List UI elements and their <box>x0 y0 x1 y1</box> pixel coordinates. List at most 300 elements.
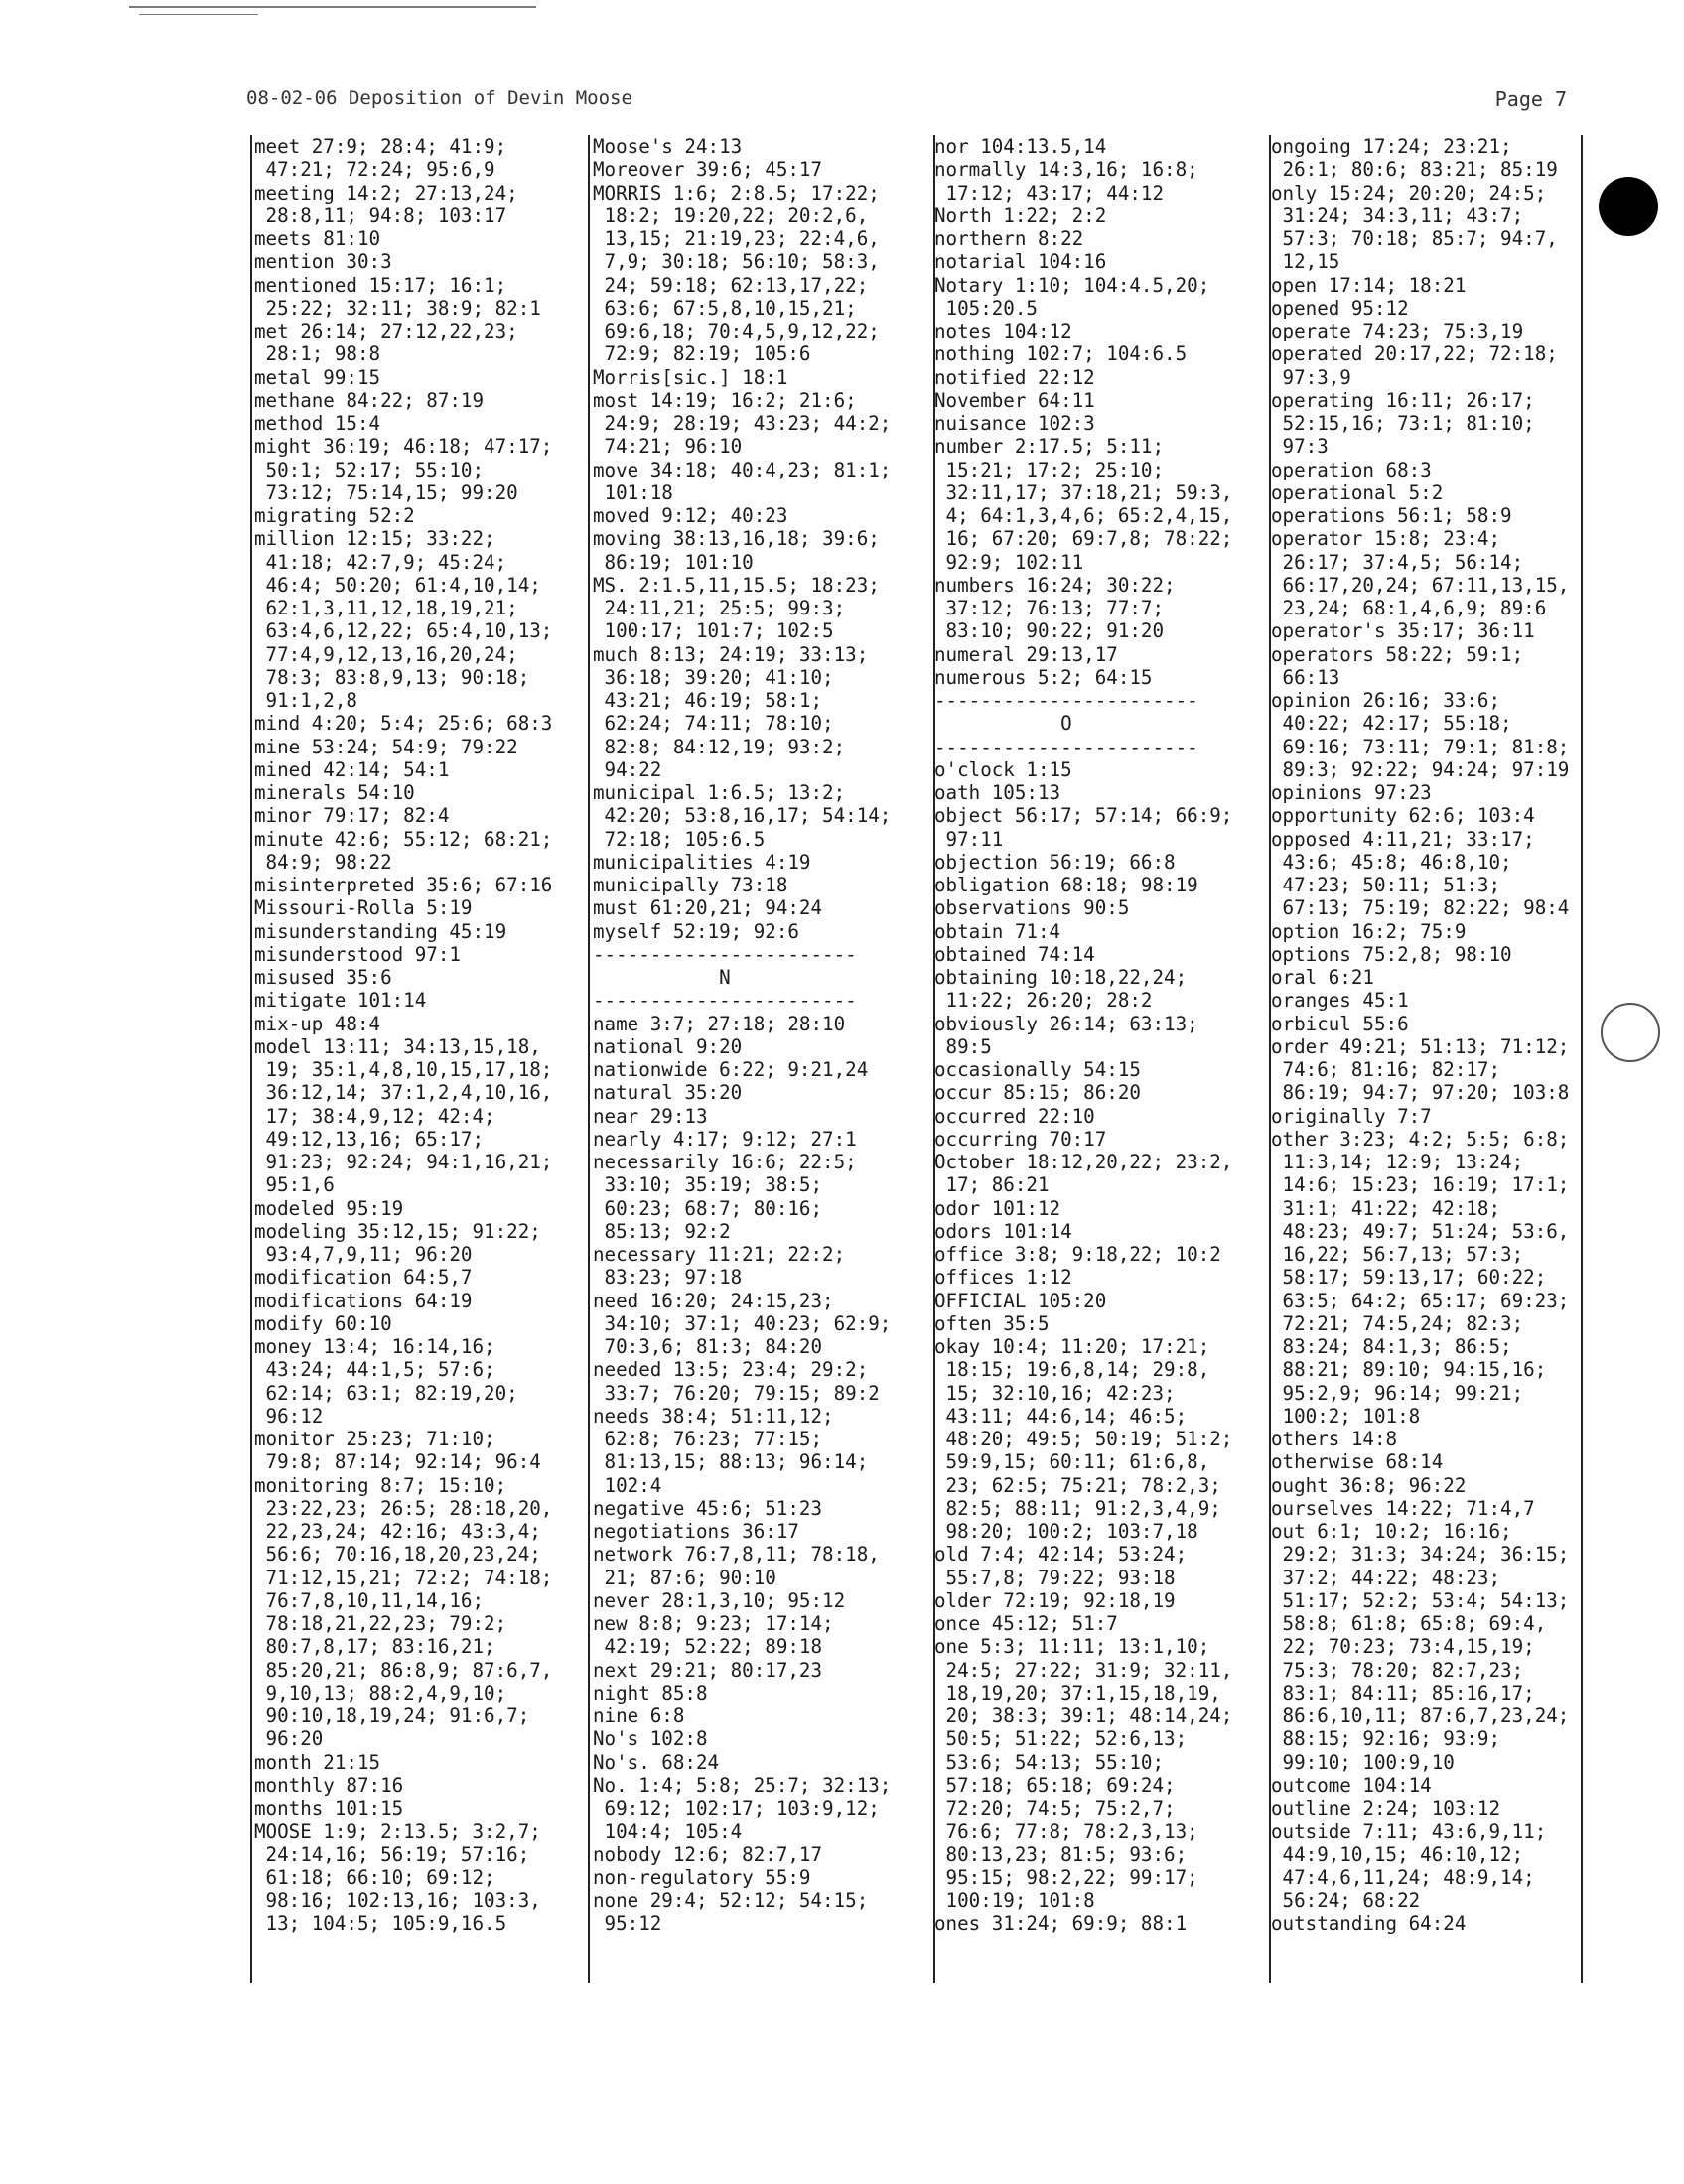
index-entry-line: negative 45:6; 51:23 <box>593 1496 823 1520</box>
index-entry-line: 33:7; 76:20; 79:15; 89:2 <box>593 1381 880 1405</box>
index-entry-line: occurring 70:17 <box>934 1127 1107 1151</box>
index-entry-line: 69:6,18; 70:4,5,9,12,22; <box>593 320 880 342</box>
index-entry-line: 74:21; 96:10 <box>593 435 743 459</box>
index-entry-line: 15; 32:10,16; 42:23; <box>934 1381 1176 1405</box>
index-entry-line: ----------------------- <box>593 942 857 966</box>
index-entry-line: 51:17; 52:2; 53:4; 54:13; <box>1271 1588 1570 1612</box>
index-entry-line: 24; 59:18; 62:13,17,22; <box>593 273 869 297</box>
index-entry-line: necessary 11:21; 22:2; <box>593 1243 846 1266</box>
index-entry-line: 37:12; 76:13; 77:7; <box>934 597 1165 619</box>
index-entry-line: night 85:8 <box>593 1681 708 1705</box>
index-entry-line: municipal 1:6.5; 13:2; <box>593 781 846 804</box>
index-entry-line: 17; 86:21 <box>934 1173 1050 1197</box>
index-entry-line: next 29:21; 80:17,23 <box>593 1658 823 1682</box>
index-entry-line: 83:10; 90:22; 91:20 <box>934 619 1165 643</box>
index-entry-line: 72:21; 74:5,24; 82:3; <box>1271 1311 1524 1335</box>
index-entry-line: 17:12; 43:17; 44:12 <box>934 181 1165 205</box>
index-entry-line: MOOSE 1:9; 2:13.5; 3:2,7; <box>254 1820 541 1843</box>
punch-hole <box>1601 1003 1660 1062</box>
index-entry-line: 95:1,6 <box>254 1173 335 1197</box>
index-entry-line: 17; 38:4,9,12; 42:4; <box>254 1104 495 1128</box>
index-entry-line: 44:9,10,15; 46:10,12; <box>1271 1843 1524 1866</box>
index-entry-line: negotiations 36:17 <box>593 1520 799 1543</box>
punch-hole <box>1599 177 1658 236</box>
index-entry-line: 98:20; 100:2; 103:7,18 <box>934 1520 1198 1543</box>
index-entry-line: necessarily 16:6; 22:5; <box>593 1151 857 1173</box>
index-entry-line: outline 2:24; 103:12 <box>1271 1797 1501 1820</box>
index-entry-line: nearly 4:17; 9:12; 27:1 <box>593 1127 857 1151</box>
index-entry-line: migrating 52:2 <box>254 504 415 527</box>
index-entry-line: ongoing 17:24; 23:21; <box>1271 135 1512 158</box>
index-entry-line: 96:20 <box>254 1727 324 1751</box>
index-entry-line: modifications 64:19 <box>254 1289 473 1312</box>
index-entry-line: modeled 95:19 <box>254 1196 404 1220</box>
index-entry-line: notes 104:12 <box>934 320 1072 342</box>
index-entry-line: options 75:2,8; 98:10 <box>1271 942 1512 966</box>
index-entry-line: much 8:13; 24:19; 33:13; <box>593 642 869 666</box>
index-entry-line: operate 74:23; 75:3,19 <box>1271 320 1524 342</box>
index-entry-line: might 36:19; 46:18; 47:17; <box>254 435 553 459</box>
index-entry-line: 86:19; 101:10 <box>593 550 754 574</box>
index-entry-line: 23:22,23; 26:5; 28:18,20, <box>254 1496 553 1520</box>
index-entry-line: 26:17; 37:4,5; 56:14; <box>1271 550 1524 574</box>
index-entry-line: office 3:8; 9:18,22; 10:2 <box>934 1243 1221 1266</box>
index-entry-line: 4; 64:1,3,4,6; 65:2,4,15, <box>934 504 1233 527</box>
index-entry-line: operational 5:2 <box>1271 480 1444 504</box>
index-entry-line: 75:3; 78:20; 82:7,23; <box>1271 1658 1524 1682</box>
index-entry-line: October 18:12,20,22; 23:2, <box>934 1151 1233 1173</box>
index-entry-line: notarial 104:16 <box>934 250 1107 274</box>
index-entry-line: 22,23,24; 42:16; 43:3,4; <box>254 1520 541 1543</box>
index-entry-line: move 34:18; 40:4,23; 81:1; <box>593 458 892 481</box>
column-rule <box>588 135 590 1983</box>
index-entry-line: 11:3,14; 12:9; 13:24; <box>1271 1151 1524 1173</box>
index-entry-line: obtained 74:14 <box>934 942 1095 966</box>
index-entry-line: 84:9; 98:22 <box>254 850 392 874</box>
index-entry-line: normally 14:3,16; 16:8; <box>934 158 1198 182</box>
index-entry-line: No. 1:4; 5:8; 25:7; 32:13; <box>593 1773 892 1797</box>
index-entry-line: nobody 12:6; 82:7,17 <box>593 1843 823 1866</box>
index-entry-line: method 15:4 <box>254 412 381 435</box>
index-entry-line: obligation 68:18; 98:19 <box>934 874 1198 896</box>
index-entry-line: 23,24; 68:1,4,6,9; 89:6 <box>1271 597 1547 619</box>
index-column-2 <box>593 135 909 1983</box>
index-entry-line: Moose's 24:13 <box>593 135 743 158</box>
index-entry-line: misused 35:6 <box>254 966 392 989</box>
index-entry-line: older 72:19; 92:18,19 <box>934 1588 1176 1612</box>
index-entry-line: 86:6,10,11; 87:6,7,23,24; <box>1271 1705 1570 1727</box>
index-entry-line: outside 7:11; 43:6,9,11; <box>1271 1820 1547 1843</box>
index-entry-line: once 45:12; 51:7 <box>934 1612 1118 1635</box>
index-entry-line: 57:18; 65:18; 69:24; <box>934 1773 1176 1797</box>
index-entry-line: 94:22 <box>593 757 662 781</box>
index-entry-line: must 61:20,21; 94:24 <box>593 896 823 920</box>
index-entry-line: minerals 54:10 <box>254 781 415 804</box>
index-entry-line: numeral 29:13,17 <box>934 642 1118 666</box>
index-entry-line: 72:9; 82:19; 105:6 <box>593 342 811 366</box>
index-entry-line: mentioned 15:17; 16:1; <box>254 273 507 297</box>
index-entry-line: occur 85:15; 86:20 <box>934 1081 1141 1105</box>
index-entry-line: outstanding 64:24 <box>1271 1912 1467 1936</box>
index-entry-line: 92:9; 102:11 <box>934 550 1084 574</box>
index-entry-line: No's. 68:24 <box>593 1750 720 1774</box>
index-entry-line: 11:22; 26:20; 28:2 <box>934 989 1153 1013</box>
index-entry-line: myself 52:19; 92:6 <box>593 919 799 943</box>
index-entry-line: near 29:13 <box>593 1104 708 1128</box>
index-entry-line: 63:6; 67:5,8,10,15,21; <box>593 296 857 320</box>
index-entry-line: 81:13,15; 88:13; 96:14; <box>593 1450 869 1474</box>
index-entry-line: ourselves 14:22; 71:4,7 <box>1271 1496 1535 1520</box>
index-entry-line: 16,22; 56:7,13; 57:3; <box>1271 1243 1524 1266</box>
index-entry-line: oath 105:13 <box>934 781 1061 804</box>
index-entry-line: none 29:4; 52:12; 54:15; <box>593 1889 869 1912</box>
index-entry-line: operator 15:8; 23:4; <box>1271 527 1501 551</box>
index-entry-line: 12,15 <box>1271 250 1340 274</box>
index-entry-line: 78:3; 83:8,9,13; 90:18; <box>254 665 530 689</box>
index-entry-line: 42:20; 53:8,16,17; 54:14; <box>593 804 892 828</box>
index-entry-line: 40:22; 42:17; 55:18; <box>1271 712 1512 736</box>
index-entry-line: MORRIS 1:6; 2:8.5; 17:22; <box>593 181 880 205</box>
column-rule <box>250 135 252 1983</box>
deposition-title: 08-02-06 Deposition of Devin Moose <box>246 87 632 109</box>
index-entry-line: 100:17; 101:7; 102:5 <box>593 619 834 643</box>
index-entry-line: oral 6:21 <box>1271 966 1374 989</box>
index-entry-line: order 49:21; 51:13; 71:12; <box>1271 1034 1570 1058</box>
index-entry-line: 80:7,8,17; 83:16,21; <box>254 1635 495 1659</box>
index-entry-line: 104:4; 105:4 <box>593 1820 743 1843</box>
index-entry-line: ----------------------- <box>934 689 1198 712</box>
index-entry-line: offices 1:12 <box>934 1266 1072 1290</box>
index-entry-line: 72:18; 105:6.5 <box>593 827 766 851</box>
index-entry-line: 41:18; 42:7,9; 45:24; <box>254 550 507 574</box>
index-entry-line: northern 8:22 <box>934 227 1084 250</box>
index-entry-line: mined 42:14; 54:1 <box>254 757 450 781</box>
index-entry-line: numbers 16:24; 30:22; <box>934 573 1176 597</box>
index-entry-line: obtain 71:4 <box>934 919 1061 943</box>
index-entry-line: 48:20; 49:5; 50:19; 51:2; <box>934 1428 1233 1450</box>
index-entry-line: 9,10,13; 88:2,4,9,10; <box>254 1681 507 1705</box>
index-entry-line: 26:1; 80:6; 83:21; 85:19 <box>1271 158 1558 182</box>
index-entry-line: opinions 97:23 <box>1271 781 1432 804</box>
index-entry-line: 95:2,9; 96:14; 99:21; <box>1271 1381 1524 1405</box>
index-entry-line: metal 99:15 <box>254 365 381 389</box>
page-header <box>246 87 1577 117</box>
index-entry-line: 37:2; 44:22; 48:23; <box>1271 1566 1501 1589</box>
index-entry-line: opened 95:12 <box>1271 296 1409 320</box>
index-entry-line: operated 20:17,22; 72:18; <box>1271 342 1558 366</box>
index-entry-line: 88:15; 92:16; 93:9; <box>1271 1727 1501 1751</box>
index-entry-line: nor 104:13.5,14 <box>934 135 1107 158</box>
index-entry-line: mitigate 101:14 <box>254 989 427 1013</box>
index-entry-line: others 14:8 <box>1271 1428 1398 1450</box>
index-entry-line: operating 16:11; 26:17; <box>1271 388 1535 412</box>
index-entry-line: 79:8; 87:14; 92:14; 96:4 <box>254 1450 541 1474</box>
index-entry-line: 47:23; 50:11; 51:3; <box>1271 874 1501 896</box>
index-entry-line: out 6:1; 10:2; 16:16; <box>1271 1520 1512 1543</box>
index-entry-line: often 35:5 <box>934 1311 1050 1335</box>
index-entry-line: meeting 14:2; 27:13,24; <box>254 181 518 205</box>
index-entry-line: MS. 2:1.5,11,15.5; 18:23; <box>593 573 880 597</box>
scan-artifact-line <box>129 6 536 8</box>
index-entry-line: 72:20; 74:5; 75:2,7; <box>934 1797 1176 1820</box>
index-entry-line: 97:3,9 <box>1271 365 1351 389</box>
index-entry-line: 89:5 <box>934 1034 992 1058</box>
index-entry-line: monthly 87:16 <box>254 1773 404 1797</box>
index-entry-line: 58:17; 59:13,17; 60:22; <box>1271 1266 1547 1290</box>
index-entry-line: obviously 26:14; 63:13; <box>934 1012 1198 1035</box>
index-entry-line: 95:15; 98:2,22; 99:17; <box>934 1865 1198 1889</box>
index-entry-line: months 101:15 <box>254 1797 404 1820</box>
index-entry-line: 43:6; 45:8; 46:8,10; <box>1271 850 1512 874</box>
index-entry-line: natural 35:20 <box>593 1081 743 1105</box>
index-entry-line: monitoring 8:7; 15:10; <box>254 1473 507 1497</box>
index-entry-line: occurred 22:10 <box>934 1104 1095 1128</box>
index-entry-line: 50:5; 51:22; 52:6,13; <box>934 1727 1188 1751</box>
index-entry-line: 19; 35:1,4,8,10,15,17,18; <box>254 1058 553 1081</box>
index-entry-line: 28:8,11; 94:8; 103:17 <box>254 204 507 227</box>
index-entry-line: 99:10; 100:9,10 <box>1271 1750 1455 1774</box>
index-entry-line: 76:6; 77:8; 78:2,3,13; <box>934 1820 1198 1843</box>
index-entry-line: operation 68:3 <box>1271 458 1432 481</box>
index-entry-line: OFFICIAL 105:20 <box>934 1289 1107 1312</box>
index-entry-line: model 13:11; 34:13,15,18, <box>254 1034 541 1058</box>
index-entry-line: misinterpreted 35:6; 67:16 <box>254 874 553 896</box>
index-entry-line: ----------------------- <box>934 735 1198 758</box>
index-entry-line: 98:16; 102:13,16; 103:3, <box>254 1889 541 1912</box>
index-entry-line: November 64:11 <box>934 388 1095 412</box>
index-entry-line: 61:18; 66:10; 69:12; <box>254 1865 495 1889</box>
index-entry-line: moved 9:12; 40:23 <box>593 504 788 527</box>
index-entry-line: 70:3,6; 81:3; 84:20 <box>593 1335 823 1358</box>
index-entry-line: million 12:15; 33:22; <box>254 527 495 551</box>
index-entry-line: old 7:4; 42:14; 53:24; <box>934 1543 1188 1567</box>
index-entry-line: notified 22:12 <box>934 365 1095 389</box>
index-entry-line: 91:1,2,8 <box>254 689 357 712</box>
index-entry-line: new 8:8; 9:23; 17:14; <box>593 1612 834 1635</box>
index-entry-line: odors 101:14 <box>934 1219 1072 1243</box>
index-entry-line: 80:13,23; 81:5; 93:6; <box>934 1843 1188 1866</box>
index-entry-line: moving 38:13,16,18; 39:6; <box>593 527 880 551</box>
index-entry-line: 24:5; 27:22; 31:9; 32:11, <box>934 1658 1233 1682</box>
index-entry-line: needs 38:4; 51:11,12; <box>593 1404 834 1428</box>
index-entry-line: 22; 70:23; 73:4,15,19; <box>1271 1635 1535 1659</box>
index-entry-line: monitor 25:23; 71:10; <box>254 1428 495 1450</box>
index-entry-line: minute 42:6; 55:12; 68:21; <box>254 827 553 851</box>
index-entry-line: 95:12 <box>593 1912 662 1936</box>
index-entry-line: 91:23; 92:24; 94:1,16,21; <box>254 1151 553 1173</box>
index-entry-line: nine 6:8 <box>593 1705 685 1727</box>
index-entry-line: nothing 102:7; 104:6.5 <box>934 342 1188 366</box>
index-entry-line: ones 31:24; 69:9; 88:1 <box>934 1912 1188 1936</box>
index-entry-line: 18,19,20; 37:1,15,18,19, <box>934 1681 1221 1705</box>
index-entry-line: 101:18 <box>593 480 673 504</box>
index-entry-line: mind 4:20; 5:4; 25:6; 68:3 <box>254 712 553 736</box>
index-entry-line: 58:8; 61:8; 65:8; 69:4, <box>1271 1612 1547 1635</box>
index-entry-line: 34:10; 37:1; 40:23; 62:9; <box>593 1311 892 1335</box>
index-entry-line: Moreover 39:6; 45:17 <box>593 158 823 182</box>
index-entry-line: 100:19; 101:8 <box>934 1889 1095 1912</box>
index-entry-line: North 1:22; 2:2 <box>934 204 1107 227</box>
index-entry-line: modify 60:10 <box>254 1311 392 1335</box>
index-entry-line: 60:23; 68:7; 80:16; <box>593 1196 823 1220</box>
index-entry-line: 63:5; 64:2; 65:17; 69:23; <box>1271 1289 1570 1312</box>
index-entry-line: need 16:20; 24:15,23; <box>593 1289 834 1312</box>
index-entry-line: 21; 87:6; 90:10 <box>593 1566 776 1589</box>
index-entry-line: 93:4,7,9,11; 96:20 <box>254 1243 473 1266</box>
index-entry-line: okay 10:4; 11:20; 17:21; <box>934 1335 1210 1358</box>
index-entry-line: 24:9; 28:19; 43:23; 44:2; <box>593 412 892 435</box>
index-entry-line: 105:20.5 <box>934 296 1038 320</box>
index-entry-line: 36:12,14; 37:1,2,4,10,16, <box>254 1081 553 1105</box>
index-entry-line: object 56:17; 57:14; 66:9; <box>934 804 1233 828</box>
index-entry-line: 97:11 <box>934 827 1004 851</box>
index-entry-line: 77:4,9,12,13,16,20,24; <box>254 642 518 666</box>
index-entry-line: 29:2; 31:3; 34:24; 36:15; <box>1271 1543 1570 1567</box>
index-entry-line: 31:1; 41:22; 42:18; <box>1271 1196 1501 1220</box>
index-entry-line: 88:21; 89:10; 94:15,16; <box>1271 1358 1547 1382</box>
index-entry-line: oranges 45:1 <box>1271 989 1409 1013</box>
index-entry-line: Notary 1:10; 104:4.5,20; <box>934 273 1210 297</box>
index-entry-line: mine 53:24; 54:9; 79:22 <box>254 735 518 758</box>
index-entry-line: option 16:2; 75:9 <box>1271 919 1467 943</box>
index-entry-line: 7,9; 30:18; 56:10; 58:3, <box>593 250 880 274</box>
index-entry-line: met 26:14; 27:12,22,23; <box>254 320 518 342</box>
index-entry-line: mention 30:3 <box>254 250 392 274</box>
index-entry-line: meet 27:9; 28:4; 41:9; <box>254 135 507 158</box>
index-entry-line: 66:13 <box>1271 665 1340 689</box>
index-entry-line: methane 84:22; 87:19 <box>254 388 485 412</box>
index-entry-line: 62:14; 63:1; 82:19,20; <box>254 1381 518 1405</box>
index-entry-line: misunderstood 97:1 <box>254 942 461 966</box>
index-entry-line: money 13:4; 16:14,16; <box>254 1335 495 1358</box>
index-entry-line: 62:24; 74:11; 78:10; <box>593 712 834 736</box>
index-entry-line: operations 56:1; 58:9 <box>1271 504 1512 527</box>
index-entry-line: modification 64:5,7 <box>254 1266 473 1290</box>
index-entry-line: 18:15; 19:6,8,14; 29:8, <box>934 1358 1210 1382</box>
index-entry-line: ought 36:8; 96:22 <box>1271 1473 1467 1497</box>
index-entry-line: outcome 104:14 <box>1271 1773 1432 1797</box>
index-entry-line: 83:23; 97:18 <box>593 1266 743 1290</box>
index-entry-line: 20; 38:3; 39:1; 48:14,24; <box>934 1705 1233 1727</box>
index-entry-line: operator's 35:17; 36:11 <box>1271 619 1535 643</box>
index-entry-line: national 9:20 <box>593 1034 743 1058</box>
index-entry-line: operators 58:22; 59:1; <box>1271 642 1524 666</box>
index-column-1 <box>254 135 570 1983</box>
index-entry-line: 23; 62:5; 75:21; 78:2,3; <box>934 1473 1221 1497</box>
index-entry-line: 53:6; 54:13; 55:10; <box>934 1750 1165 1774</box>
index-entry-line: 55:7,8; 79:22; 93:18 <box>934 1566 1176 1589</box>
index-entry-line: 36:18; 39:20; 41:10; <box>593 665 834 689</box>
index-entry-line: 66:17,20,24; 67:11,13,15, <box>1271 573 1570 597</box>
index-entry-line: 25:22; 32:11; 38:9; 82:1 <box>254 296 541 320</box>
index-entry-line: municipalities 4:19 <box>593 850 811 874</box>
index-entry-line: 56:24; 68:22 <box>1271 1889 1421 1912</box>
index-entry-line: minor 79:17; 82:4 <box>254 804 450 828</box>
index-entry-line: 82:5; 88:11; 91:2,3,4,9; <box>934 1496 1221 1520</box>
index-entry-line: only 15:24; 20:20; 24:5; <box>1271 181 1547 205</box>
index-entry-line: 62:1,3,11,12,18,19,21; <box>254 597 518 619</box>
index-entry-line: 100:2; 101:8 <box>1271 1404 1421 1428</box>
index-entry-line: 63:4,6,12,22; 65:4,10,13; <box>254 619 553 643</box>
index-entry-line: 69:16; 73:11; 79:1; 81:8; <box>1271 735 1570 758</box>
index-entry-line: 52:15,16; 73:1; 81:10; <box>1271 412 1535 435</box>
index-entry-line: odor 101:12 <box>934 1196 1061 1220</box>
page-number: Page 7 <box>1494 87 1567 111</box>
index-entry-line: No's 102:8 <box>593 1727 708 1751</box>
index-entry-line: objection 56:19; 66:8 <box>934 850 1176 874</box>
index-entry-line: opposed 4:11,21; 33:17; <box>1271 827 1535 851</box>
index-entry-line: numerous 5:2; 64:15 <box>934 665 1153 689</box>
index-entry-line: 13; 104:5; 105:9,16.5 <box>254 1912 507 1936</box>
index-entry-line: 48:23; 49:7; 51:24; 53:6, <box>1271 1219 1570 1243</box>
index-entry-line: o'clock 1:15 <box>934 757 1072 781</box>
index-entry-line: never 28:1,3,10; 95:12 <box>593 1588 846 1612</box>
index-entry-line: 15:21; 17:2; 25:10; <box>934 458 1165 481</box>
index-entry-line: 78:18,21,22,23; 79:2; <box>254 1612 507 1635</box>
index-entry-line: 73:12; 75:14,15; 99:20 <box>254 480 518 504</box>
index-entry-line: 71:12,15,21; 72:2; 74:18; <box>254 1566 553 1589</box>
index-entry-line: 96:12 <box>254 1404 324 1428</box>
index-entry-line: 69:12; 102:17; 103:9,12; <box>593 1797 880 1820</box>
index-entry-line: open 17:14; 18:21 <box>1271 273 1467 297</box>
index-entry-line: 42:19; 52:22; 89:18 <box>593 1635 823 1659</box>
index-entry-line: 67:13; 75:19; 82:22; 98:4 <box>1271 896 1570 920</box>
index-entry-line: 13,15; 21:19,23; 22:4,6, <box>593 227 880 250</box>
index-entry-line: nationwide 6:22; 9:21,24 <box>593 1058 869 1081</box>
index-entry-line: network 76:7,8,11; 78:18, <box>593 1543 880 1567</box>
index-entry-line: 56:6; 70:16,18,20,23,24; <box>254 1543 541 1567</box>
index-entry-line: orbicul 55:6 <box>1271 1012 1409 1035</box>
index-entry-line: 43:11; 44:6,14; 46:5; <box>934 1404 1188 1428</box>
index-entry-line: occasionally 54:15 <box>934 1058 1141 1081</box>
index-entry-line: 32:11,17; 37:18,21; 59:3, <box>934 480 1233 504</box>
index-entry-line: 14:6; 15:23; 16:19; 17:1; <box>1271 1173 1570 1197</box>
index-entry-line: 31:24; 34:3,11; 43:7; <box>1271 204 1524 227</box>
index-entry-line: other 3:23; 4:2; 5:5; 6:8; <box>1271 1127 1570 1151</box>
index-entry-line: O <box>934 712 1072 736</box>
index-entry-line: Morris[sic.] 18:1 <box>593 365 788 389</box>
index-entry-line: 89:3; 92:22; 94:24; 97:19 <box>1271 757 1570 781</box>
index-entry-line: mix-up 48:4 <box>254 1012 381 1035</box>
index-entry-line: observations 90:5 <box>934 896 1130 920</box>
index-entry-line: otherwise 68:14 <box>1271 1450 1444 1474</box>
index-entry-line: 85:20,21; 86:8,9; 87:6,7, <box>254 1658 553 1682</box>
index-entry-line: 74:6; 81:16; 82:17; <box>1271 1058 1501 1081</box>
index-column-4 <box>1271 135 1587 1983</box>
index-entry-line: 83:24; 84:1,3; 86:5; <box>1271 1335 1512 1358</box>
index-entry-line: 85:13; 92:2 <box>593 1219 731 1243</box>
index-entry-line: 97:3 <box>1271 435 1329 459</box>
index-entry-line: 50:1; 52:17; 55:10; <box>254 458 485 481</box>
index-entry-line: 76:7,8,10,11,14,16; <box>254 1588 485 1612</box>
index-entry-line: N <box>593 966 731 989</box>
index-entry-line: opinion 26:16; 33:6; <box>1271 689 1501 712</box>
index-entry-line: Missouri-Rolla 5:19 <box>254 896 473 920</box>
index-entry-line: misunderstanding 45:19 <box>254 919 507 943</box>
index-entry-line: 83:1; 84:11; 85:16,17; <box>1271 1681 1535 1705</box>
index-entry-line: opportunity 62:6; 103:4 <box>1271 804 1535 828</box>
index-entry-line: name 3:7; 27:18; 28:10 <box>593 1012 846 1035</box>
index-entry-line: most 14:19; 16:2; 21:6; <box>593 388 857 412</box>
index-column-3 <box>934 135 1250 1983</box>
index-entry-line: needed 13:5; 23:4; 29:2; <box>593 1358 869 1382</box>
index-entry-line: 24:14,16; 56:19; 57:16; <box>254 1843 530 1866</box>
index-entry-line: modeling 35:12,15; 91:22; <box>254 1219 541 1243</box>
index-entry-line: 57:3; 70:18; 85:7; 94:7, <box>1271 227 1558 250</box>
scan-artifact-line <box>139 14 258 15</box>
index-entry-line: originally 7:7 <box>1271 1104 1432 1128</box>
index-entry-line: 59:9,15; 60:11; 61:6,8, <box>934 1450 1210 1474</box>
